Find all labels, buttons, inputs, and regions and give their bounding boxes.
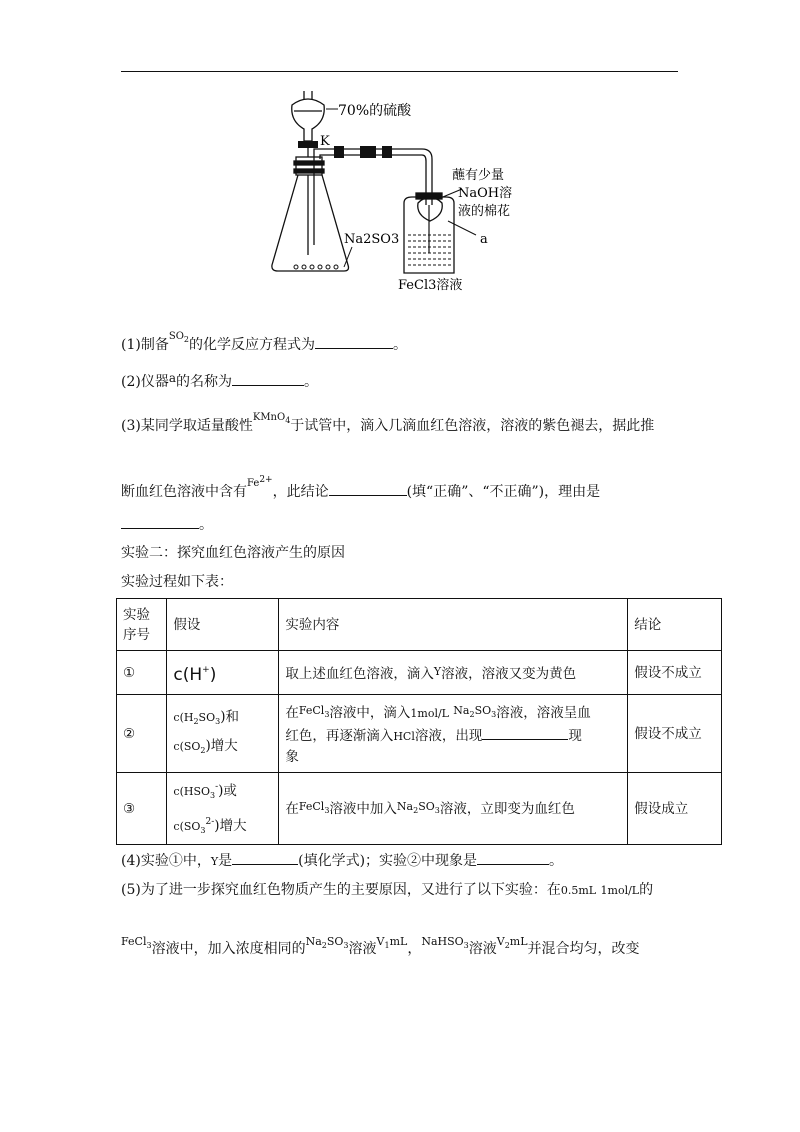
row-result: 假设成立: [628, 773, 722, 845]
tube-connector-2: [360, 146, 376, 158]
tube-connector-3: [382, 146, 392, 158]
answer-blank-3a[interactable]: [329, 481, 407, 496]
header-hypothesis: 假设: [167, 599, 279, 651]
acid-label: 70%的硫酸: [338, 103, 412, 119]
cotton-label-1: 蘸有少量: [452, 168, 505, 183]
question-2: (2)仪器a的名称为 。: [121, 371, 318, 390]
question-5-line-2: $^{FeCl_3}$溶液中，加入浓度相同的$^{Na_2SO_3}$溶液$^{V_1mL}$，$^{NaHSO_3}$溶液$^{V_2mL}$并混合均匀，改变: [121, 935, 640, 957]
apparatus-diagram: [262, 85, 562, 295]
question-1: (1)制备$^{SO_2}$的化学反应方程式为 。: [121, 331, 407, 353]
row-hypothesis: $c(HSO_3^-)$或 $c(SO_3^{2-})$增大: [167, 773, 279, 845]
question-5-line-1: (5)为了进一步探究血红色物质产生的主要原因，又进行了以下实验：在0.5mL 1mol/L的: [121, 882, 654, 898]
question-4: (4)实验①中，Y是 (填化学式)；实验②中现象是 。: [121, 850, 563, 872]
table-row: [117, 695, 722, 773]
header-seq: 实验 序号: [117, 599, 167, 651]
row-result: 假设不成立: [628, 695, 722, 773]
row-content: 在$^{FeCl_3}$溶液中，滴入1mol/L $^{Na_2SO_3}$溶液，溶液呈血 红色，再逐渐滴入HCl溶液，出现 现 象: [279, 695, 628, 773]
answer-blank-4b[interactable]: [477, 850, 549, 865]
header-content: 实验内容: [279, 599, 628, 651]
stopcock: [298, 141, 318, 148]
answer-blank-4a[interactable]: [232, 850, 298, 865]
question-3-line-1: (3)某同学取适量酸性$^{KMnO_4}$于试管中，滴入几滴血红色溶液，溶液的紫色褪去，据此推: [121, 412, 655, 434]
row-hypothesis: $c(H_2SO_3)$和 $c(SO_2)$增大: [167, 695, 279, 773]
row-seq: ①: [117, 651, 167, 695]
row-content: 取上述血红色溶液，滴入$^Y$溶液，溶液又变为黄色: [279, 651, 628, 695]
header-conclusion: 结论: [628, 599, 722, 651]
experiment-table: [116, 598, 722, 845]
table-header-row: [117, 599, 722, 651]
valve-label: K: [320, 134, 330, 149]
row-hypothesis: c(H+): [167, 651, 279, 695]
instrument-a-label: a: [480, 232, 488, 247]
top-rule: [121, 71, 678, 72]
answer-blank-1[interactable]: [315, 334, 393, 349]
erlenmeyer-flask: [272, 157, 349, 271]
cotton-label-2: NaOH溶: [458, 186, 513, 201]
question-3-line-2: 断血红色溶液中含有$^{Fe2+}$，此结论 (填“正确”、“不正确”)，理由是: [121, 475, 601, 500]
answer-blank-table[interactable]: [482, 725, 568, 740]
solution-label: FeCl3溶液: [398, 278, 463, 293]
row-seq: ③: [117, 773, 167, 845]
experiment-2-subtitle: 实验过程如下表：: [121, 574, 233, 590]
tube-connector-1: [334, 146, 344, 158]
table-row: [117, 773, 722, 845]
answer-blank-2[interactable]: [232, 371, 304, 386]
flask-label: Na2SO3: [344, 232, 400, 247]
cotton-label-3: 液的棉花: [458, 204, 511, 219]
experiment-2-title: 实验二：探究血红色溶液产生的原因: [121, 545, 345, 561]
row-content: 在$^{FeCl_3}$溶液中加入$^{Na_2SO_3}$溶液，立即变为血红色: [279, 773, 628, 845]
table-row: [117, 651, 722, 695]
row-seq: ②: [117, 695, 167, 773]
question-3-line-3: 。: [121, 514, 213, 535]
row-result: 假设不成立: [628, 651, 722, 695]
answer-blank-3b[interactable]: [121, 514, 199, 529]
fecl3-liquid: [408, 235, 452, 265]
